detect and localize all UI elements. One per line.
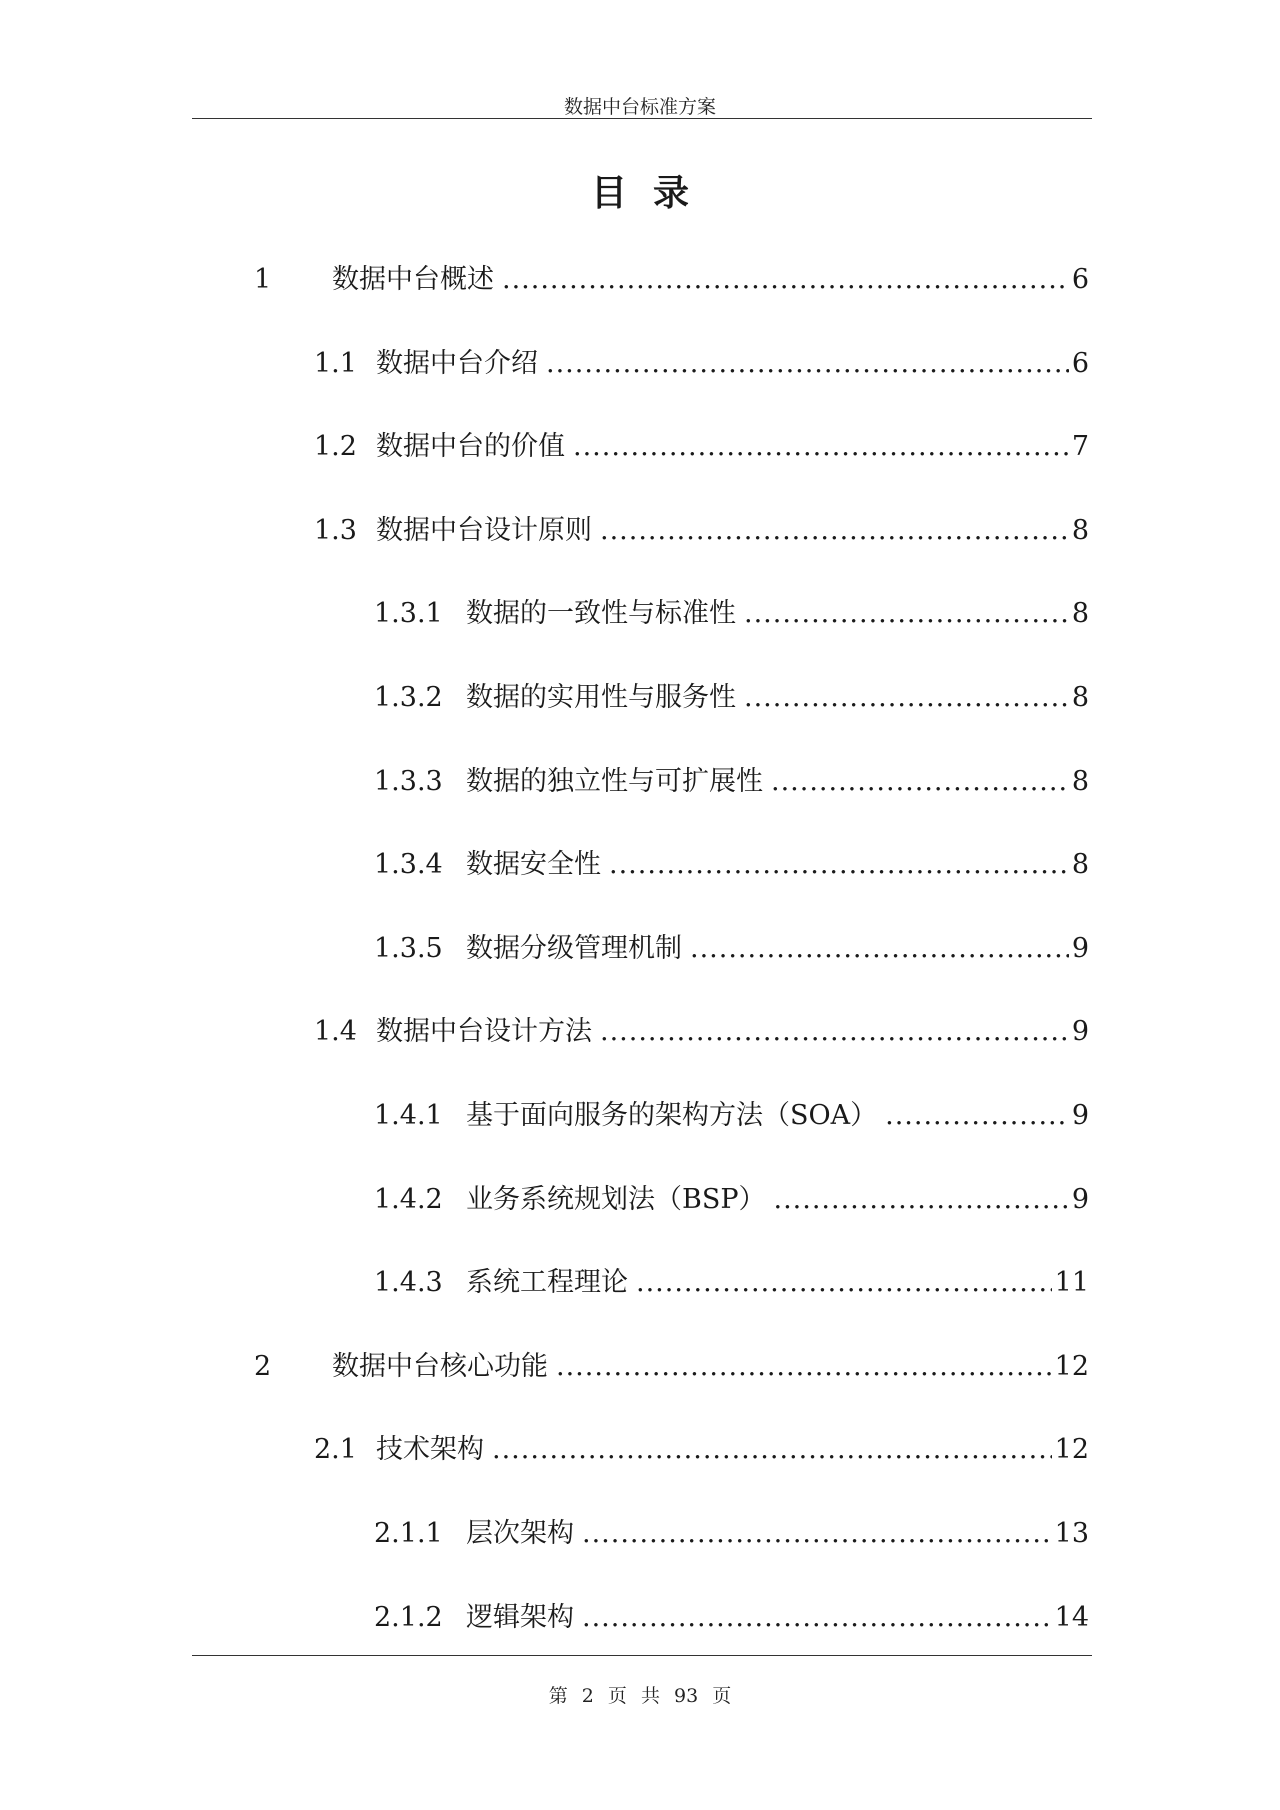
toc-dot-leader: [885, 1098, 1069, 1134]
toc-entry-label: 数据安全性: [466, 849, 601, 880]
toc-entry[interactable]: [374, 847, 1089, 883]
toc-entry-page-number: 8: [1071, 598, 1089, 629]
toc-entry[interactable]: [374, 764, 1089, 800]
toc-dot-leader: [609, 847, 1069, 883]
running-header: 数据中台标准方案: [563, 96, 716, 118]
toc-entry[interactable]: [314, 429, 1089, 465]
toc-dot-leader: [744, 596, 1069, 632]
toc-entry-number: 1.3.5: [374, 933, 443, 964]
toc-entry-label: 数据中台的价值: [376, 431, 565, 462]
toc-dot-leader: [600, 1014, 1069, 1050]
toc-entry-number: 1.3.3: [374, 766, 443, 797]
toc-dot-leader: [492, 1432, 1052, 1468]
toc-entry-label: 数据中台介绍: [376, 348, 538, 379]
toc-entry-number: 1.4: [314, 1016, 357, 1047]
toc-dot-leader: [582, 1600, 1052, 1636]
toc-title: 目录: [590, 172, 715, 214]
toc-entry-number: 1.1: [314, 348, 357, 379]
toc-entry-number: 1.4.2: [374, 1184, 443, 1215]
toc-entry-label: 技术架构: [376, 1434, 484, 1465]
toc-entry-number: 1.3: [314, 515, 357, 546]
toc-entry-number: 1.3.2: [374, 682, 443, 713]
toc-dot-leader: [771, 764, 1069, 800]
toc-dot-leader: [502, 262, 1069, 298]
toc-entry-page-number: 8: [1071, 766, 1089, 797]
toc-entry[interactable]: [374, 1600, 1089, 1636]
toc-dot-leader: [636, 1265, 1052, 1301]
toc-dot-leader: [582, 1516, 1052, 1552]
toc-entry-label: 数据的独立性与可扩展性: [466, 766, 763, 797]
toc-entry-page-number: 6: [1071, 348, 1089, 379]
toc-entry[interactable]: [374, 1182, 1089, 1218]
toc-entry[interactable]: [374, 1516, 1089, 1552]
toc-dot-leader: [556, 1349, 1052, 1385]
toc-entry-label: 逻辑架构: [466, 1602, 574, 1633]
toc-dot-leader: [744, 680, 1069, 716]
toc-entry[interactable]: [374, 596, 1089, 632]
toc-entry-page-number: 12: [1054, 1351, 1089, 1382]
toc-dot-leader: [774, 1182, 1069, 1218]
toc-dot-leader: [546, 346, 1069, 382]
toc-entry-label: 数据的实用性与服务性: [466, 682, 736, 713]
toc-dot-leader: [600, 513, 1069, 549]
toc-entry-number: 1.3.1: [374, 598, 443, 629]
toc-entry[interactable]: [314, 513, 1089, 549]
toc-entry-label: 层次架构: [466, 1518, 574, 1549]
toc-entry-label: 数据中台概述: [332, 264, 494, 295]
toc-entry[interactable]: [374, 1265, 1089, 1301]
toc-entry-label: 数据分级管理机制: [466, 933, 682, 964]
toc-entry-page-number: 8: [1071, 515, 1089, 546]
toc-entry[interactable]: [374, 1098, 1089, 1134]
toc-entry-label: 基于面向服务的架构方法（SOA）: [466, 1100, 878, 1131]
toc-entry[interactable]: [254, 262, 1089, 298]
toc-entry[interactable]: [374, 931, 1089, 967]
toc-entry-page-number: 9: [1071, 1184, 1089, 1215]
toc-entry-label: 数据中台设计方法: [376, 1016, 592, 1047]
toc-entry-page-number: 6: [1071, 264, 1089, 295]
toc-dot-leader: [690, 931, 1069, 967]
toc-entry-label: 业务系统规划法（BSP）: [466, 1184, 766, 1215]
toc-entry-number: 1: [254, 264, 272, 295]
toc-entry-label: 数据的一致性与标准性: [466, 598, 736, 629]
toc-entry-label: 数据中台核心功能: [332, 1351, 548, 1382]
toc-entry-page-number: 9: [1071, 933, 1089, 964]
toc-entry-page-number: 9: [1071, 1100, 1089, 1131]
toc-entry-number: 2.1.1: [374, 1518, 443, 1549]
toc-entry-number: 2: [254, 1351, 272, 1382]
toc-entry-page-number: 13: [1054, 1518, 1089, 1549]
toc-entry[interactable]: [314, 1014, 1089, 1050]
toc-entry[interactable]: [374, 680, 1089, 716]
toc-entry-page-number: 11: [1054, 1267, 1089, 1298]
toc-entry-page-number: 8: [1071, 682, 1089, 713]
toc-entry[interactable]: [314, 346, 1089, 382]
toc-entry-number: 1.4.3: [374, 1267, 443, 1298]
toc-entry-label: 系统工程理论: [466, 1267, 628, 1298]
toc-entry-number: 1.4.1: [374, 1100, 443, 1131]
toc-dot-leader: [573, 429, 1069, 465]
toc-entry[interactable]: [254, 1349, 1089, 1385]
toc-entry-number: 2.1.2: [374, 1602, 443, 1633]
toc-entry-number: 1.3.4: [374, 849, 443, 880]
toc-entry-page-number: 14: [1054, 1602, 1089, 1633]
toc-entry-number: 1.2: [314, 431, 357, 462]
toc-entry-number: 2.1: [314, 1434, 357, 1465]
page-footer: 第 2 页 共 93 页: [548, 1685, 732, 1707]
footer-divider: [192, 1655, 1092, 1656]
toc-entry-page-number: 8: [1071, 849, 1089, 880]
toc-entry-label: 数据中台设计原则: [376, 515, 592, 546]
toc-entry-page-number: 9: [1071, 1016, 1089, 1047]
toc-entry-page-number: 12: [1054, 1434, 1089, 1465]
toc-entry[interactable]: [314, 1432, 1089, 1468]
toc-entry-page-number: 7: [1071, 431, 1089, 462]
